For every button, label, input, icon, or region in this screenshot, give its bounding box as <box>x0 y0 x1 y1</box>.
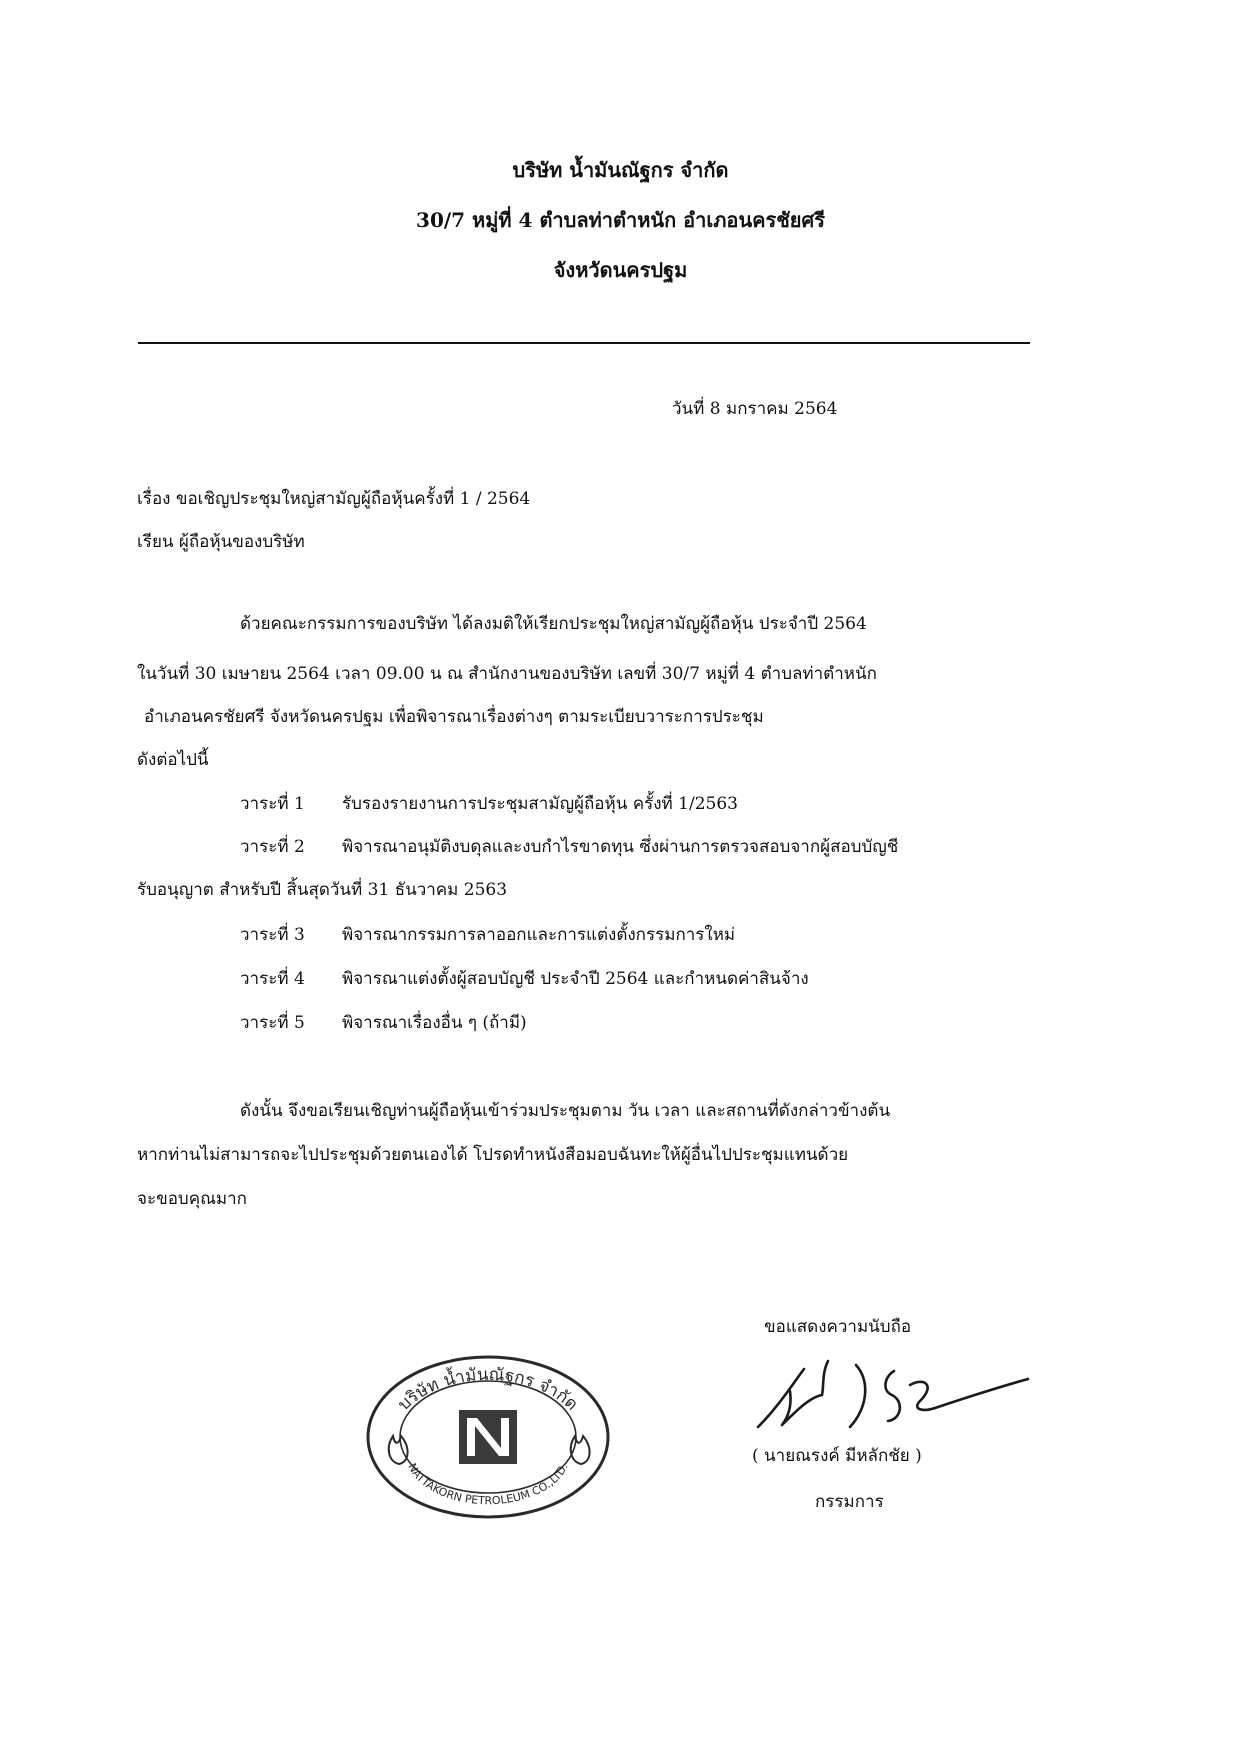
seal-thai-name: บริษัท น้ำมันณัฐกร จำกัด <box>394 1364 582 1415</box>
signoff-regards: ขอแสดงความนับถือ <box>764 1317 912 1337</box>
seal-logo-icon <box>459 1410 517 1464</box>
body-line-4: ดังต่อไปนี้ <box>137 750 209 770</box>
company-address-line2: จังหวัดนครปฐม <box>553 258 688 282</box>
letter-subject: เรื่อง ขอเชิญประชุมใหญ่สามัญผู้ถือหุ้นครั้งที่ 1 / 2564 <box>137 489 531 509</box>
agenda-text-continued: รับอนุญาต สำหรับปี สิ้นสุดวันที่ 31 ธันวาคม 2563 <box>137 880 508 900</box>
agenda-label: วาระที่ 4 <box>240 969 305 989</box>
agenda-label: วาระที่ 5 <box>240 1013 305 1033</box>
closing-line-3: จะขอบคุณมาก <box>137 1189 247 1209</box>
seal-english-name: NATTAKORN PETROLEUM CO.,LTD. <box>405 1461 571 1508</box>
agenda-label: วาระที่ 3 <box>240 925 305 945</box>
letter-recipient: เรียน ผู้ถือหุ้นของบริษัท <box>137 532 305 552</box>
closing-line-1: ดังนั้น จึงขอเรียนเชิญท่านผู้ถือหุ้นเข้าร่วมประชุมตาม วัน เวลา และสถานที่ดังกล่าวข้างต้น <box>240 1101 891 1121</box>
company-address-line1: 30/7 หมู่ที่ 4 ตำบลท่าตำหนัก อำเภอนครชัยศรี <box>416 208 825 232</box>
header-divider <box>138 342 1030 344</box>
letter-date: วันที่ 8 มกราคม 2564 <box>672 399 838 419</box>
body-line-3: อำเภอนครชัยศรี จังหวัดนครปฐม เพื่อพิจารณาเรื่องต่างๆ ตามระเบียบวาระการประชุม <box>144 707 764 727</box>
agenda-text: พิจารณาแต่งตั้งผู้สอบบัญชี ประจำปี 2564 และกำหนดค่าสินจ้าง <box>342 969 809 989</box>
company-name: บริษัท น้ำมันณัฐกร จำกัด <box>512 158 729 182</box>
company-seal <box>363 1352 613 1522</box>
body-line-2: ในวันที่ 30 เมษายน 2564 เวลา 09.00 น ณ สำนักงานของบริษัท เลขที่ 30/7 หมู่ที่ 4 ตำบลท่าตำหนัก <box>137 664 877 684</box>
agenda-text: รับรองรายงานการประชุมสามัญผู้ถือหุ้น ครั้งที่ 1/2563 <box>342 794 738 814</box>
agenda-text: พิจารณากรรมการลาออกและการแต่งตั้งกรรมการใหม่ <box>342 925 736 945</box>
agenda-text: พิจารณาเรื่องอื่น ๆ (ถ้ามี) <box>342 1013 527 1033</box>
body-line-1: ด้วยคณะกรรมการของบริษัท ได้ลงมติให้เรียกประชุมใหญ่สามัญผู้ถือหุ้น ประจำปี 2564 <box>240 614 867 634</box>
signatory-title: กรรมการ <box>815 1492 884 1512</box>
svg-text:NATTAKORN PETROLEUM CO.,LTD. <box>405 1461 570 1507</box>
closing-line-2: หากท่านไม่สามารถจะไปประชุมด้วยตนเองได้ โปรดทำหนังสือมอบฉันทะให้ผู้อื่นไปประชุมแทนด้วย <box>137 1145 849 1165</box>
signatory-name: ( นายณรงค์ มีหลักชัย ) <box>752 1446 922 1466</box>
agenda-label: วาระที่ 1 <box>240 794 305 814</box>
agenda-text: พิจารณาอนุมัติงบดุลและงบกำไรขาดทุน ซึ่งผ่านการตรวจสอบจากผู้สอบบัญชี <box>342 837 899 857</box>
agenda-label: วาระที่ 2 <box>240 837 305 857</box>
handwritten-signature <box>752 1355 1032 1445</box>
